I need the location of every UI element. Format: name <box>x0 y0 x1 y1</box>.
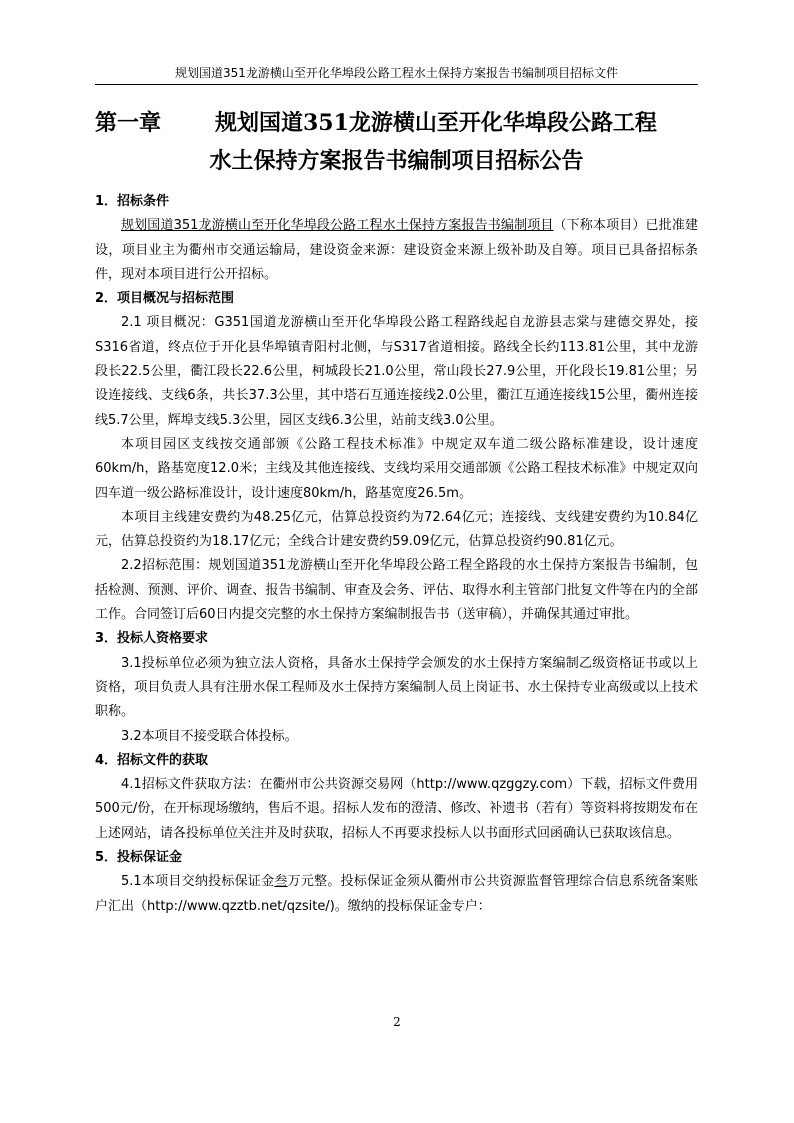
project-name: 规划国道351龙游横山至开化华埠段公路工程水土保持方案报告书编制项目 <box>121 218 554 234</box>
section-5-1-paragraph <box>95 870 698 919</box>
section-2-heading: 2．项目概况与招标范围 <box>95 291 235 307</box>
chapter-title-text-1: 规划国道351龙游横山至开化华埠段公路工程 <box>215 110 657 136</box>
section-2-2-paragraph: 2.2招标范围：规划国道351龙游横山至开化华埠段公路工程全路段的水土保持方案报告书编制，包括检测、预测、评价、调查、报告书编制、审查及会务、评估、取得水利主管部门批复文件等在内的全部工作。合同签订后60日内提交完整的水土保持方案编制报告书（送审稿），并确保其通过审批。 <box>95 558 698 623</box>
chapter-title-line-2: 水土保持方案报告书编制项目招标公告 <box>209 148 584 174</box>
section-1-heading: 1．招标条件 <box>95 194 170 209</box>
section-5-1-text-after: 万元整。投标保证金须从衢州市公共资源监督管理综合信息系统备案账户汇出（http://www.qzztb.net/qzsite/)。缴纳的投标保证金专户： <box>95 874 698 914</box>
deposit-amount: 叁 <box>274 874 288 890</box>
chapter-number: 第一章 <box>95 110 162 136</box>
section-4-heading: 4．招标文件的获取 <box>95 752 209 768</box>
section-1-paragraph <box>95 214 698 287</box>
section-4-1-paragraph: 4.1招标文件获取方法：在衢州市公共资源交易网（http://www.qzggzy.com）下载，招标文件费用500元/份，在开标现场缴纳，售后不退。招标人发布的澄清、修改、补遗书（若有）等资料将按期发布在上述网站，请各投标单位关注并及时获取，招标人不再要求投标人以书面形式回函确认已获取该信息。 <box>95 777 698 841</box>
document-body <box>95 190 698 919</box>
section-5-1-text-before: 5.1本项目交纳投标保证金 <box>121 874 275 890</box>
section-2-standard-paragraph: 本项目园区支线按交通部颁《公路工程技术标准》中规定双车道二级公路标准建设，设计速度60km/h，路基宽度12.0米；主线及其他连接线、支线均采用交通部颁《公路工程技术标准》中规定双向四车道一级公路标准设计，设计速度80km/h，路基宽度26.5m。 <box>95 436 698 501</box>
running-header: 规划国道351龙游横山至开化华埠段公路工程水土保持方案报告书编制项目招标文件 <box>175 66 618 80</box>
section-1-paragraph-rest: （下称本项目）已批准建设，项目业主为衢州市交通运输局，建设资金来源：建设资金来源上级补助及自筹。项目已具备招标条件，现对本项目进行公开招标。 <box>95 218 698 282</box>
section-2-investment-paragraph: 本项目主线建安费约为48.25亿元，估算总投资约为72.64亿元；连接线、支线建安费约为10.84亿元，估算总投资约为18.17亿元；全线合计建安费约59.09亿元，估算总投资约90.81亿元。 <box>95 509 698 550</box>
chapter-title-line-1 <box>95 108 698 138</box>
section-3-1-paragraph: 3.1投标单位必须为独立法人资格，具备水土保持学会颁发的水土保持方案编制乙级资格证书或以上资格，项目负责人具有注册水保工程师及水土保持方案编制人员上岗证书、水土保持专业高级或以上技术职称。 <box>95 655 698 720</box>
section-5-heading: 5．投标保证金 <box>95 850 183 866</box>
header-rule <box>95 84 698 85</box>
section-3-heading: 3．投标人资格要求 <box>95 631 209 647</box>
page-number: 2 <box>393 1015 401 1029</box>
section-2-1-paragraph: 2.1 项目概况：G351国道龙游横山至开化华埠段公路工程路线起自龙游县志棠与建德交界处，接S316省道，终点位于开化县华埠镇青阳村北侧，与S317省道相接。路线全长约113.81公里，其中龙游段长22.5公里，衢江段长22.6公里，柯城段长21.0公里，常山段长27.9公里，开化段长19.81公里；另设连接线、支线6条，共长37.3公里，其中塔石互通连接线2.0公里，衢江互通连接线15公里，衢州连接线5.7公里，辉埠支线5.3公里，园区支线6.3公里，站前支线3.0公里。 <box>95 315 698 428</box>
section-3-2-paragraph: 3.2本项目不接受联合体投标。 <box>121 728 298 744</box>
